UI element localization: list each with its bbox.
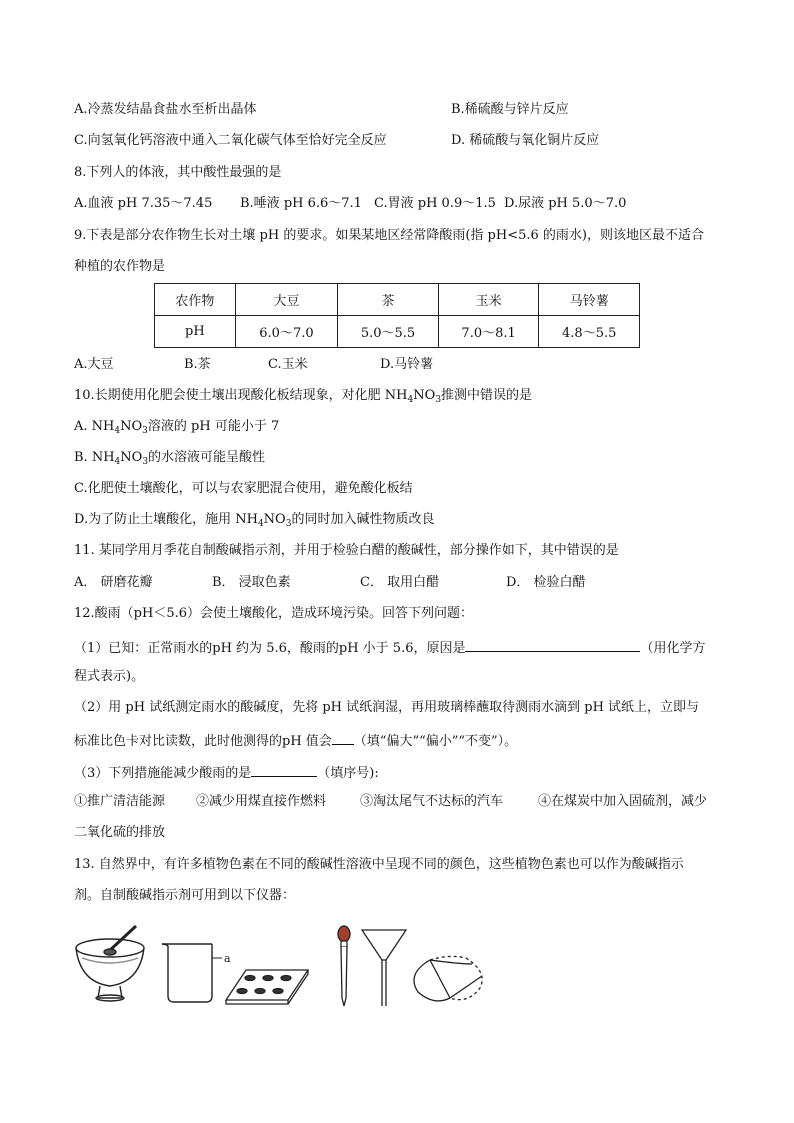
q8-stem: 8.下列人的体液，其中酸性最强的是 [74,165,282,180]
q11-stem: 11. 某同学用月季花自制酸碱指示剂，并用于检验白醋的酸碱性，部分操作如下，其中错误的是 [74,543,619,558]
q9-option-a: A.大豆 [74,357,114,372]
q10-option-a [74,418,279,436]
q11-option-a: A． 研磨花瓣 [74,575,153,590]
q10-option-d [74,511,434,529]
table-cell: 农作物 [155,284,236,316]
subscript: 3 [142,457,149,467]
question-text: （填序号): [317,766,379,781]
q9-stem-line2: 种植的农作物是 [74,259,166,274]
q9-stem-line1: 9.下表是部分农作物生长对土壤 pH 的要求。如果某地区经常降酸雨(指 pH<5.6 的雨水)，则该地区最不适合 [74,228,704,243]
formula-text: NO [413,388,436,403]
table-cell: 茶 [338,284,439,316]
q12-stem: 12.酸雨（pH＜5.6）会使土壤酸化，造成环境污染。回答下列问题： [74,606,474,621]
q8-option-d: D.尿液 pH 5.0～7.0 [504,196,627,211]
q12-part1-line1 [74,637,705,658]
question-text: 标准比色卡对比读数，此时他测得的pH 值会 [74,734,332,749]
formula-text: NO [120,450,143,465]
table-cell: 7.0～8.1 [438,316,539,348]
subscript: 4 [114,426,121,436]
q7-option-c: C.向氢氧化钙溶液中通入二氧化碳气体至恰好完全反应 [74,133,387,148]
table-cell: 大豆 [235,284,338,316]
q10-stem-text: 推测中错误的是 [441,388,533,403]
q12-part1-line2: 程式表示)。 [74,669,145,684]
option-text: 的同时加入碱性物质改良 [291,512,435,527]
q7-option-d: D. 稀硫酸与氧化铜片反应 [451,133,600,148]
table-row [155,316,640,348]
answer-blank[interactable] [465,637,640,652]
question-text: （1）已知：正常雨水的pH 约为 5.6，酸雨的pH 小于 5.6，原因是 [74,641,466,656]
subscript: 3 [285,519,292,529]
subscript: 4 [407,395,414,405]
q13-line1: 13. 自然界中，有许多植物色素在不同的酸碱性溶液中呈现不同的颜色，这些植物色素也可以作为酸碱指示 [74,857,684,872]
subscript: 3 [142,426,148,436]
q12-measure-3: ③淘汰尾气不达标的汽车 [360,794,504,809]
subscript: 4 [257,519,264,529]
crop-ph-table [154,283,640,348]
answer-blank[interactable] [332,730,354,745]
option-text: 的水溶液可能呈酸性 [148,450,266,465]
q7-option-a: A.冷蒸发结晶食盐水至析出晶体 [74,102,257,117]
dropper-icon [338,926,350,1006]
q12-part3 [74,762,379,783]
q9-option-c: C.玉米 [268,357,308,372]
formula-text: NO [120,419,143,434]
equipment-illustrations [70,920,490,1010]
answer-blank[interactable] [251,762,317,777]
q12-measure-1: ①推广清洁能源 [74,794,166,809]
beaker-icon [162,944,222,1002]
table-cell: pH [155,316,236,348]
q10-option-c: C.化肥使土壤酸化，可以与农家肥混合使用，避免酸化板结 [74,481,413,496]
funnel-icon [362,930,406,1006]
mortar-pestle-icon [76,926,144,1001]
table-cell: 玉米 [438,284,539,316]
option-text: D.为了防止土壤酸化，施用 NH [74,512,258,527]
option-text: A. NH [74,419,115,434]
q12-measure-2: ②减少用煤直接作燃料 [196,794,327,809]
table-cell: 4.8～5.5 [539,316,640,348]
q9-option-d: D.马铃薯 [380,357,434,372]
q10-stem [74,387,532,405]
question-text: （用化学方 [640,641,706,656]
formula-text: NO [263,512,286,527]
q11-option-d: D． 检验白醋 [506,575,586,590]
subscript: 3 [435,395,442,405]
q10-option-b [74,449,265,467]
subscript: 4 [114,457,121,467]
question-text: （填“偏大”“偏小”“不变”）。 [353,734,518,749]
q9-option-b: B.茶 [184,357,211,372]
option-text: B. NH [74,450,115,465]
beaker-label: a [224,952,231,965]
q10-stem-text: 10.长期使用化肥会使土壤出现酸化板结现象，对化肥 NH [74,388,408,403]
table-header-row [155,284,640,316]
table-cell: 6.0～7.0 [235,316,338,348]
q12-part2-line2 [74,730,517,751]
option-text: 溶液的 pH 可能小于 7 [147,419,280,434]
q7-option-b: B.稀硫酸与锌片反应 [451,102,569,117]
q13-line2: 剂。自制酸碱指示剂可用到以下仪器： [74,888,296,903]
q12-part2-line1: （2）用 pH 试纸测定雨水的酸碱度，先将 pH 试纸润湿，再用玻璃棒蘸取待测雨水滴到 pH 试纸上，立即与 [74,700,700,715]
filter-paper-icon [414,956,482,1001]
q8-option-a: A.血液 pH 7.35～7.45 [74,196,213,211]
q12-measure-4: ④在煤炭中加入固硫剂，减少 [538,794,708,809]
q11-option-c: C． 取用白醋 [360,575,440,590]
q12-measure-4-line2: 二氧化硫的排放 [74,825,166,840]
q11-option-b: B． 浸取色素 [212,575,291,590]
q8-option-c: C.胃液 pH 0.9～1.5 [374,196,496,211]
spot-plate-icon [226,970,308,1004]
question-text: （3）下列措施能减少酸雨的是 [74,766,252,781]
q8-option-b: B.唾液 pH 6.6～7.1 [240,196,362,211]
table-cell: 马铃薯 [539,284,640,316]
table-cell: 5.0～5.5 [338,316,439,348]
